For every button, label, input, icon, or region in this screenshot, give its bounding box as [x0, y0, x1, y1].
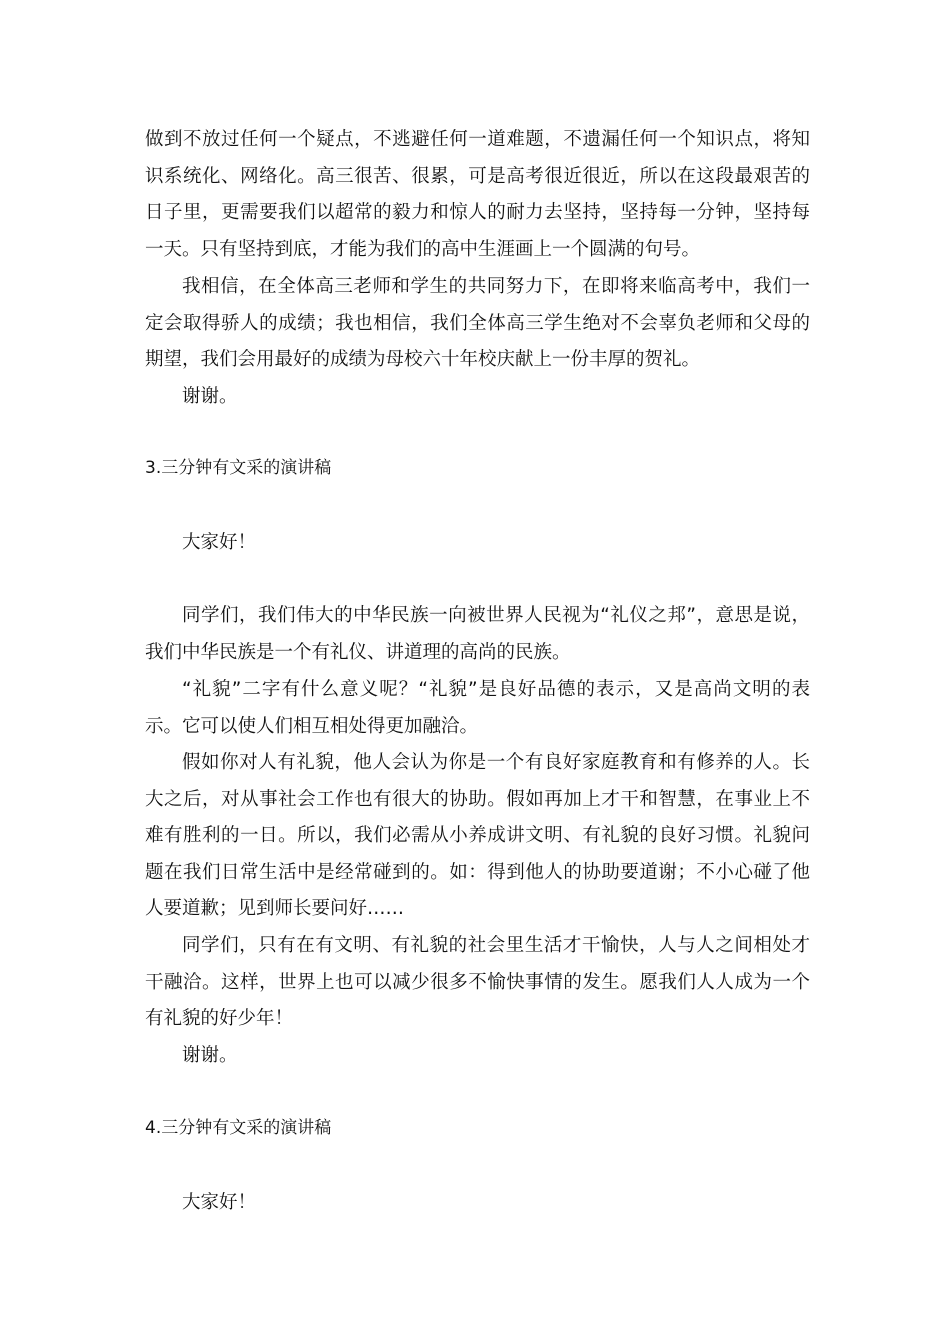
paragraph-thanks-2: 谢谢。 [182, 1045, 238, 1066]
section-heading-3: 3.三分钟有文采的演讲稿 [145, 458, 332, 478]
paragraph-greeting-1: 大家好！ [182, 532, 257, 553]
paragraph-etiquette-nation: 同学们，我们伟大的中华民族一向被世界人民视为“礼仪之邦”，意思是说，我们中华民族是一个有礼仪、讲道理的高尚的民族。 [145, 605, 810, 663]
paragraph-belief: 我相信，在全体高三老师和学生的共同努力下，在即将来临高考中，我们一定会取得骄人的成绩；我也相信，我们全体高三学生绝对不会辜负老师和父母的期望，我们会用最好的成绩为母校六十年校庆献上一份丰厚的贺礼。 [145, 276, 810, 371]
paragraph-politeness-benefits: 假如你对人有礼貌，他人会认为你是一个有良好家庭教育和有修养的人。长大之后，对从事社会工作也有很大的协助。假如再加上才干和智慧，在事业上不难有胜利的一日。所以，我们必需从小养成讲文明、有礼貌的良好习惯。礼貌问题在我们日常生活中是经常碰到的。如：得到他人的协助要道谢；不小心碰了他人要道歉；见到师长要问好…… [145, 752, 810, 920]
paragraph-thanks-1: 谢谢。 [182, 386, 238, 407]
paragraph-politeness-meaning: “礼貌”二字有什么意义呢？“礼貌”是良好品德的表示，又是高尚文明的表示。它可以使人们相互相处得更加融洽。 [145, 679, 810, 737]
paragraph-greeting-2: 大家好！ [182, 1192, 257, 1213]
paragraph-perseverance: 做到不放过任何一个疑点，不逃避任何一道难题，不遗漏任何一个知识点，将知识系统化、网络化。高三很苦、很累，可是高考很近很近，所以在这段最艰苦的日子里，更需要我们以超常的毅力和惊人的耐力去坚持，坚持每一分钟，坚持每一天。只有坚持到底，才能为我们的高中生涯画上一个圆满的句号。 [145, 129, 810, 260]
section-heading-4: 4.三分钟有文采的演讲稿 [145, 1118, 332, 1138]
paragraph-civilized-society: 同学们，只有在有文明、有礼貌的社会里生活才干愉快，人与人之间相处才干融洽。这样，世界上也可以减少很多不愉快事情的发生。愿我们人人成为一个有礼貌的好少年！ [145, 935, 810, 1030]
